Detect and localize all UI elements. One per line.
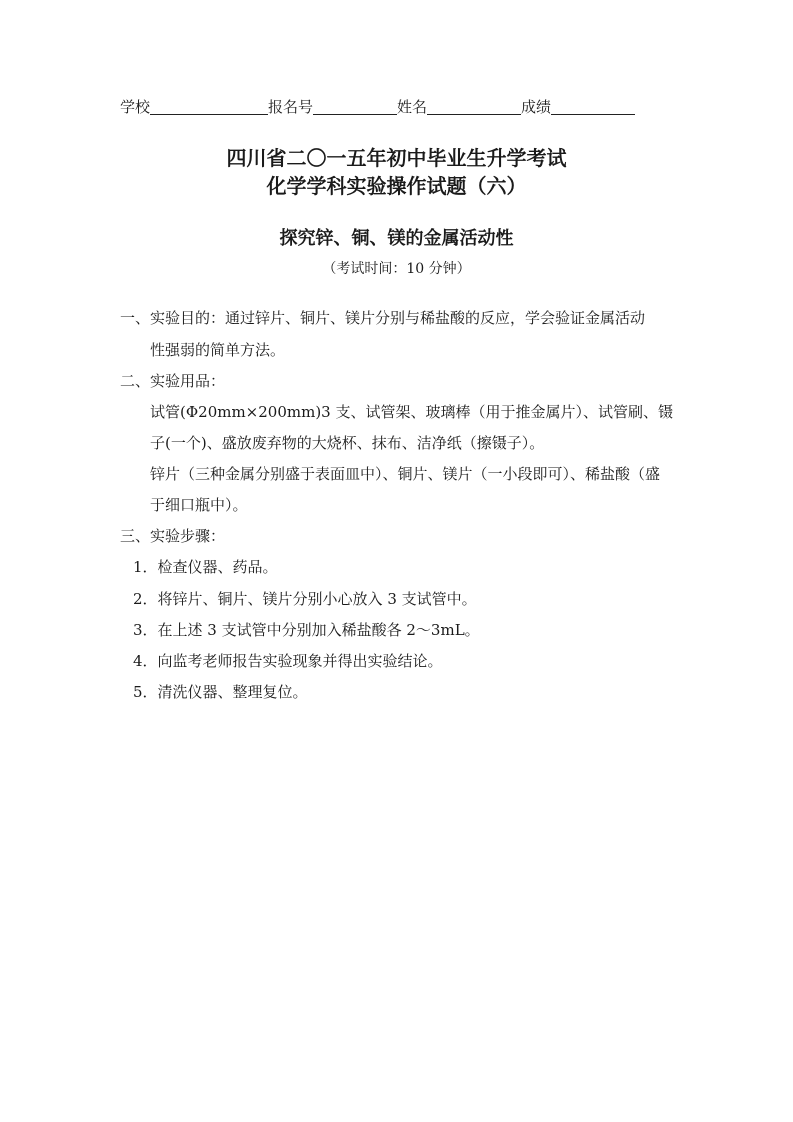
name-label: 姓名: [397, 98, 428, 116]
purpose-line1: 一、实验目的：通过锌片、铜片、镁片分别与稀盐酸的反应，学会验证金属活动: [120, 309, 646, 327]
school-label: 学校: [120, 98, 151, 116]
exam-duration: （考试时间：10 分钟）: [322, 261, 471, 277]
step-item: 5．清洗仪器、整理复位。: [133, 683, 308, 701]
step-item: 4．向监考老师报告实验现象并得出实验结论。: [133, 652, 443, 670]
exam-title-line1: 四川省二〇一五年初中毕业生升学考试: [226, 146, 567, 170]
materials-p1-line2: 子(一个)、盛放废弃物的大烧杯、抹布、洁净纸（擦镊子）。: [150, 434, 545, 452]
name-blank: [427, 98, 521, 115]
step-item: 2．将锌片、铜片、镁片分别小心放入 3 支试管中。: [133, 590, 477, 608]
materials-heading: 二、实验用品：: [120, 372, 226, 390]
experiment-title: 探究锌、铜、镁的金属活动性: [279, 228, 514, 249]
materials-p2-line2: 于细口瓶中）。: [150, 496, 248, 514]
exam-title-line2: 化学学科实验操作试题（六）: [266, 174, 527, 198]
purpose-line2: 性强弱的简单方法。: [150, 341, 286, 359]
header-fields: [120, 96, 680, 118]
score-label: 成绩: [521, 98, 552, 116]
steps-heading: 三、实验步骤：: [120, 527, 226, 545]
score-blank: [551, 98, 635, 115]
reg-no-blank: [313, 98, 397, 115]
step-item: 3．在上述 3 支试管中分别加入稀盐酸各 2～3mL。: [133, 621, 480, 639]
materials-p1-line1: 试管(Φ20mm×200mm)3 支、试管架、玻璃棒（用于推金属片）、试管刷、镊: [150, 403, 673, 421]
school-blank: [150, 98, 268, 115]
materials-p2-line1: 锌片（三种金属分别盛于表面皿中）、铜片、镁片（一小段即可）、稀盐酸（盛: [150, 465, 661, 483]
step-item: 1．检查仪器、药品。: [133, 558, 278, 576]
reg-no-label: 报名号: [268, 98, 314, 116]
